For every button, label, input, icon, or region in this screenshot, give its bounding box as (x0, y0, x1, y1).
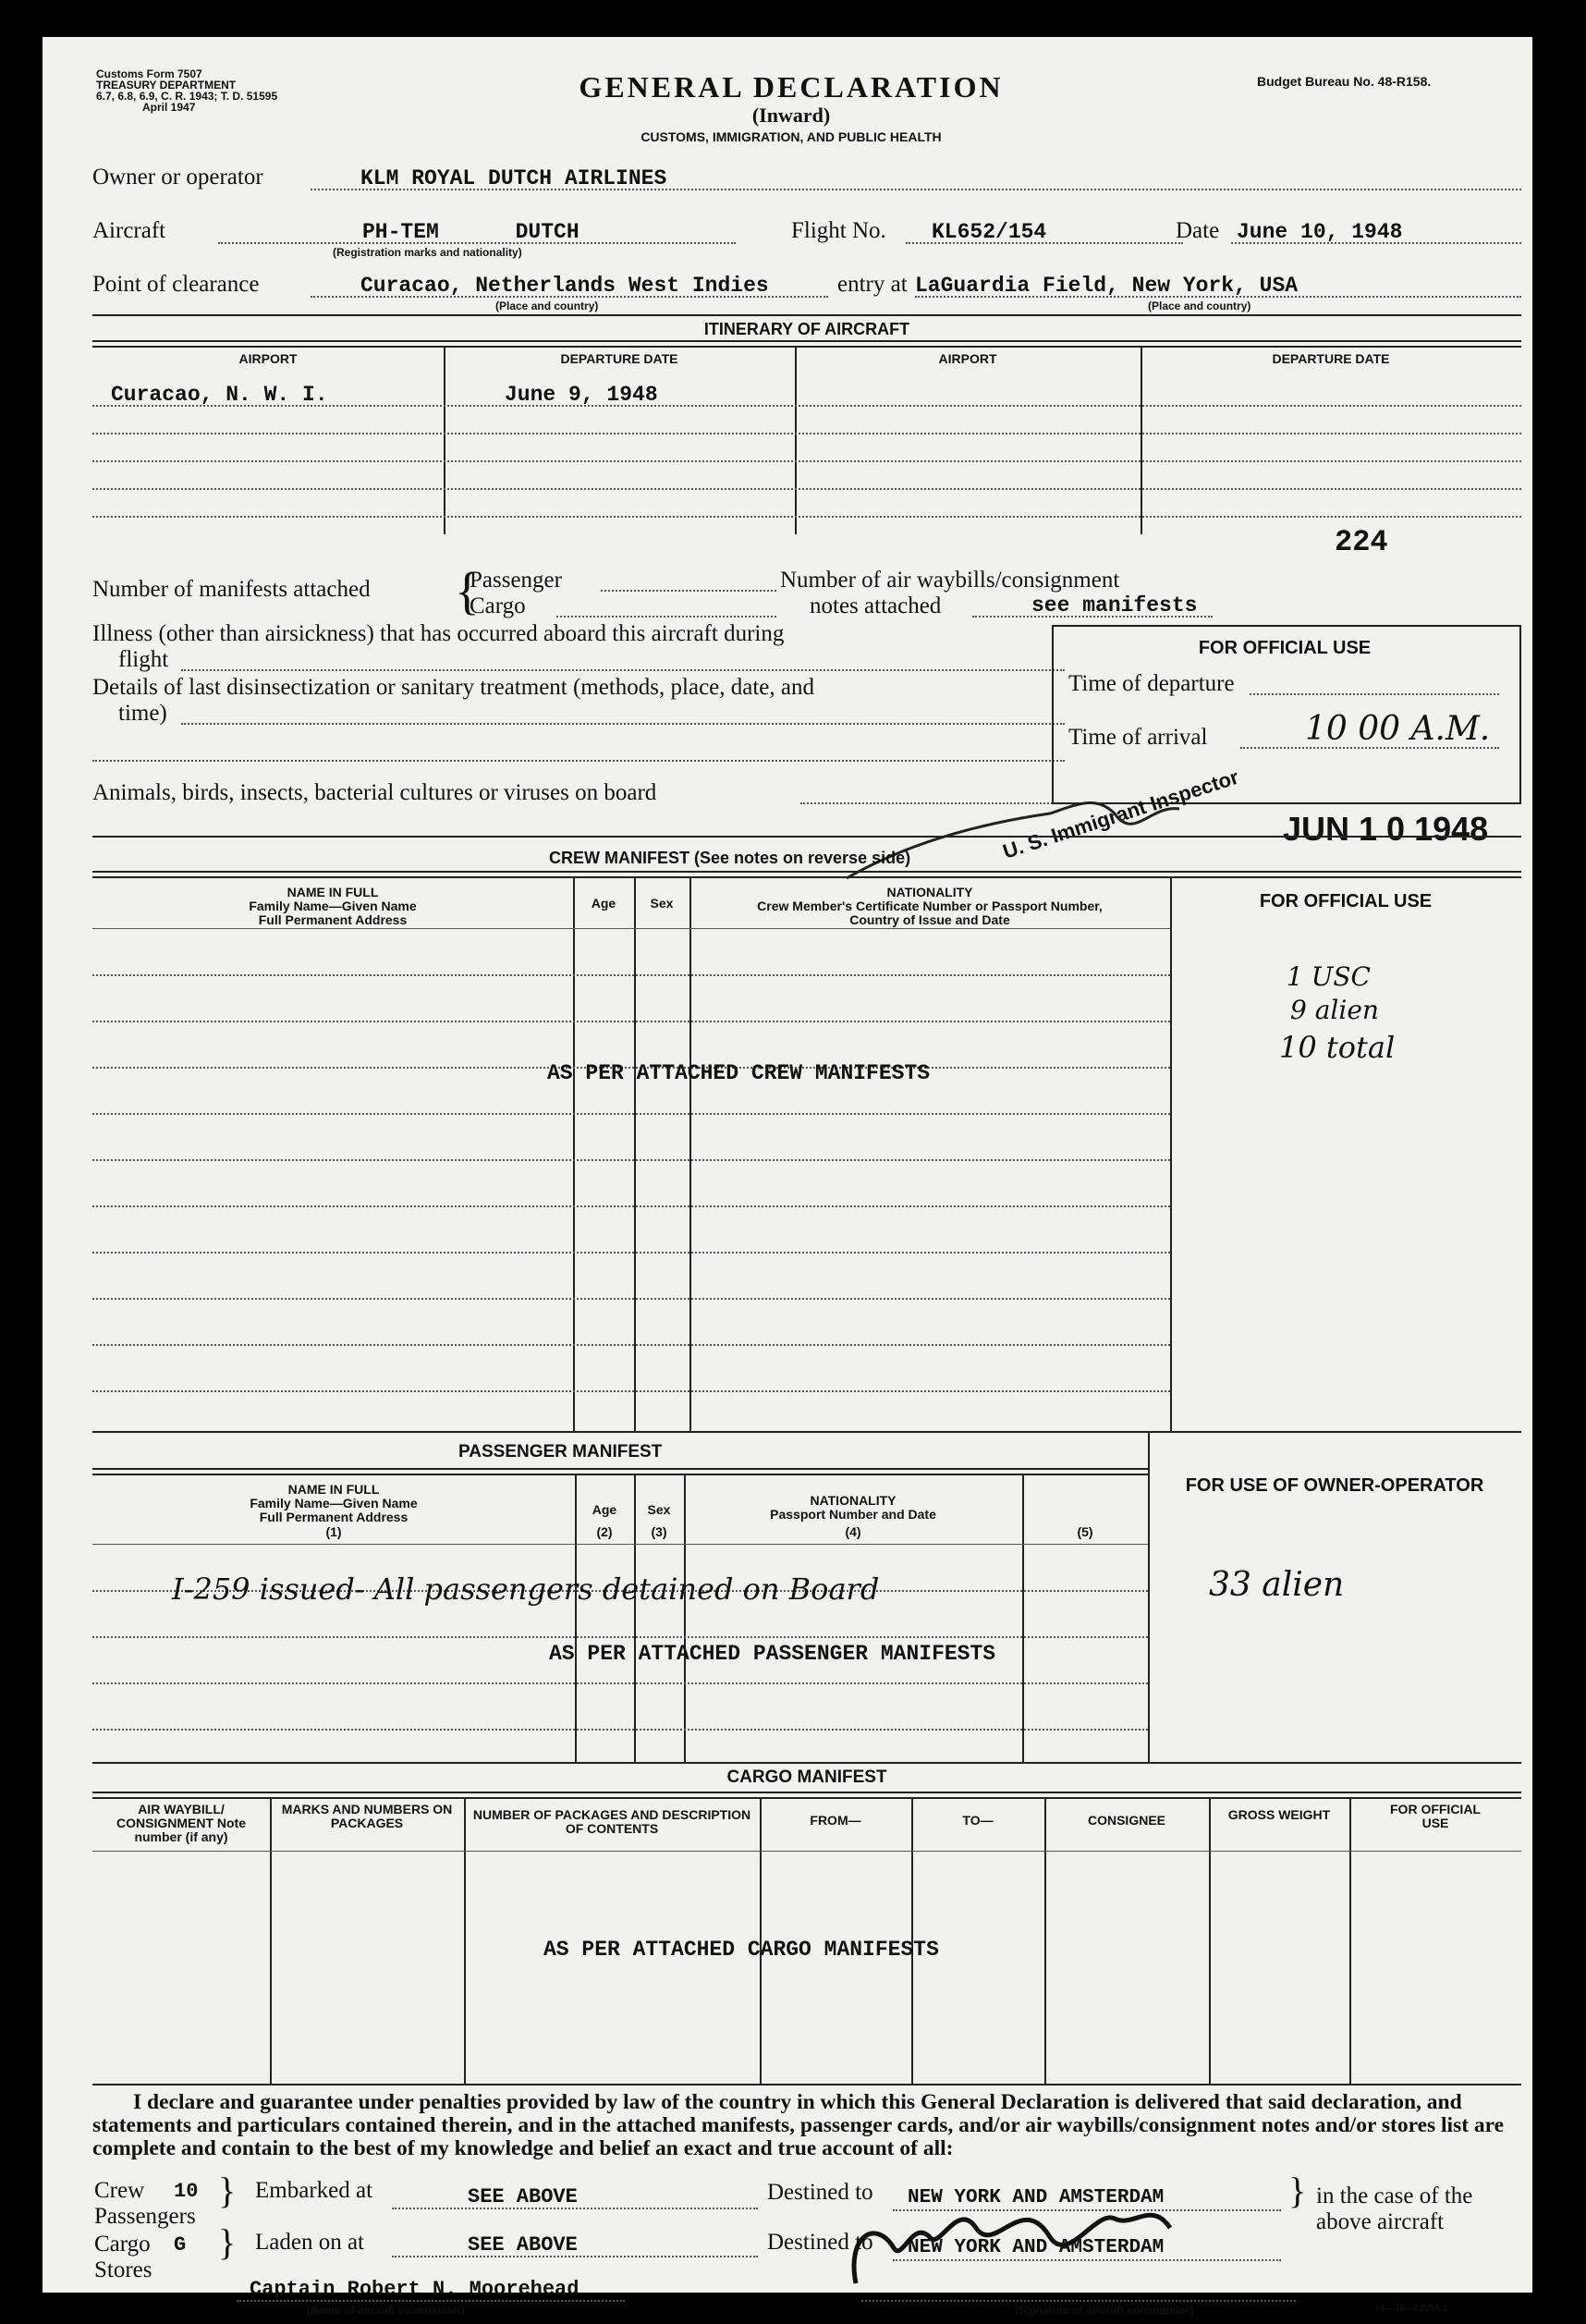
entry-label: entry at (837, 272, 908, 297)
budget-bureau-number: Budget Bureau No. 48-R158. (1257, 74, 1432, 89)
point-of-clearance-label: Point of clearance (92, 272, 260, 297)
form-line: TREASURY DEPARTMENT (96, 79, 237, 92)
manifests-number-label: Number of manifests attached (92, 577, 371, 602)
crew-typed-note: AS PER ATTACHED CREW MANIFESTS (547, 1061, 931, 1085)
aircraft-caption: (Registration marks and nationality) (333, 246, 522, 259)
crew-col-age: Age (591, 896, 616, 911)
flight-number-label: Flight No. (791, 218, 886, 243)
declaration-brace: } (218, 2221, 237, 2263)
cargo-col-marks: MARKS AND NUMBERS ON PACKAGES (281, 1802, 453, 1830)
entry-value: LaGuardia Field, New York, USA (915, 274, 1299, 298)
destination-brace: } (1288, 2170, 1307, 2211)
itinerary-title: ITINERARY OF AIRCRAFT (703, 320, 910, 338)
clearance-caption: (Place and country) (495, 300, 599, 312)
brace: { (455, 563, 480, 620)
illness-label-1: Illness (other than airsickness) that has occurred aboard this aircraft during (92, 621, 785, 646)
passenger-col-name: NAME IN FULL Family Name—Given Name Full Permanent Address (250, 1482, 418, 1524)
departure-time-label: Time of departure (1068, 671, 1235, 696)
destined-value: NEW YORK AND AMSTERDAM (908, 2187, 1165, 2208)
declaration-cargo-label: Cargo (94, 2232, 151, 2257)
crew-manifest-title: CREW MANIFEST (See notes on reverse side) (549, 849, 911, 867)
passenger-col-name-num: (1) (325, 1524, 342, 1539)
declaration-stores-label: Stores (94, 2257, 152, 2282)
declaration-cargo-value: G (174, 2233, 187, 2257)
passenger-typed-note: AS PER ATTACHED PASSENGER MANIFESTS (549, 1642, 996, 1666)
cargo-manifest-title: CARGO MANIFEST (726, 1767, 887, 1787)
declaration-brace: } (218, 2170, 237, 2211)
cargo-typed-note: AS PER ATTACHED CARGO MANIFESTS (543, 1938, 939, 1962)
crew-hand-note: 10 total (1279, 1030, 1396, 1065)
aircraft-label: Aircraft (92, 218, 166, 243)
crew-hand-note: 9 alien (1290, 995, 1379, 1025)
stamp-number: 224 (1335, 525, 1388, 559)
form-line: 6.7, 6.8, 6.9, C. R. 1943; T. D. 51595 (96, 90, 278, 103)
passenger-col-age-num: (2) (596, 1524, 613, 1539)
inspector-stamp-date: JUN 1 0 1948 (1283, 810, 1489, 848)
itinerary-header-airport-2: AIRPORT (938, 351, 997, 366)
laden-label: Laden on at (255, 2230, 365, 2255)
manifest-cargo-label: Cargo (470, 593, 526, 618)
form-subtitle: (Inward) (751, 104, 831, 127)
declaration-text: I declare and guarantee under penalties provided by law of the country in which this General Declaration is delivered that said declaration, and statements and particulars contained therein, and in the attached manifests, passenger cards, and/or air waybills/consignment notes and/or stores list are complete and contain to the best of my knowledge and belief an exact and true account of all: (92, 2090, 1505, 2160)
owner-value: KLM ROYAL DUTCH AIRLINES (360, 166, 667, 190)
point-of-clearance-value: Curacao, Netherlands West Indies (360, 274, 769, 298)
form-line: Customs Form 7507 (96, 67, 202, 80)
arrival-time-value: 10 00 A.M. (1305, 710, 1491, 748)
aircraft-value: PH-TEM DUTCH (362, 220, 580, 244)
case-text-1: in the case of the (1316, 2183, 1473, 2208)
crew-col-official: FOR OFFICIAL USE (1259, 891, 1433, 911)
declaration-crew-value: 10 (174, 2180, 199, 2203)
cargo-col-packages: NUMBER OF PACKAGES AND DESCRIPTION OF CONTENTS (472, 1807, 751, 1836)
cargo-col-consignee: CONSIGNEE (1087, 1813, 1165, 1828)
itinerary-header-date-2: DEPARTURE DATE (1272, 351, 1390, 366)
inspector-signature (837, 786, 1226, 897)
disinsect-label-2: time) (118, 701, 167, 726)
illness-label-2: flight (118, 647, 169, 672)
passenger-col-5: (5) (1077, 1524, 1093, 1539)
itinerary-header-airport-1: AIRPORT (238, 351, 298, 366)
declaration-crew-label: Crew (94, 2178, 145, 2203)
passenger-col-sex: Sex (647, 1502, 671, 1517)
signature-caption: (Signature of aircraft commander) (1015, 2304, 1194, 2317)
destined-label: Destined to (767, 2230, 873, 2255)
date-label: Date (1176, 218, 1220, 243)
print-code: c6—16—52255-1 (1375, 2304, 1448, 2314)
embarked-label: Embarked at (255, 2178, 373, 2203)
official-use-title: FOR OFFICIAL USE (1198, 638, 1372, 658)
form-title: GENERAL DECLARATION (579, 70, 1004, 104)
destined-value: NEW YORK AND AMSTERDAM (908, 2237, 1165, 2258)
cargo-col-from: FROM— (810, 1813, 861, 1828)
waybills-label-1: Number of air waybills/consignment (780, 568, 1120, 593)
cargo-col-official: FOR OFFICIAL USE (1390, 1802, 1481, 1830)
cargo-col-weight: GROSS WEIGHT (1227, 1807, 1331, 1822)
passenger-hand-count: 33 alien (1209, 1566, 1345, 1604)
crew-col-sex: Sex (650, 896, 674, 911)
passenger-hand-note: I-259 issued- All passengers detained on Board (172, 1572, 880, 1607)
entry-caption: (Place and country) (1148, 300, 1251, 312)
itinerary-airport-value: Curacao, N. W. I. (111, 383, 328, 407)
cargo-col-waybill: AIR WAYBILL/ CONSIGNMENT Note number (if any) (116, 1802, 246, 1844)
embarked-value: SEE ABOVE (468, 2185, 578, 2208)
cargo-col-to: TO— (962, 1813, 994, 1828)
commander-name: Captain Robert N. Moorehead (250, 2278, 580, 2301)
crew-hand-note: 1 USC (1287, 961, 1371, 992)
commander-signature (837, 2163, 1226, 2302)
passenger-col-owner: FOR USE OF OWNER-OPERATOR (1185, 1475, 1484, 1496)
form-number-block (96, 68, 277, 113)
inspector-stamp-text: U. S. Immigrant Inspector (1000, 764, 1242, 863)
crew-col-name: NAME IN FULL Family Name—Given Name Full Permanent Address (249, 885, 417, 927)
passenger-col-nationality: NATIONALITY Passport Number and Date (770, 1493, 936, 1522)
date-value: June 10, 1948 (1237, 220, 1403, 244)
commander-caption: (Name of aircraft commander) (307, 2304, 465, 2317)
declaration-passengers-label: Passengers (94, 2204, 196, 2229)
passenger-col-age: Age (592, 1502, 617, 1517)
passenger-col-nationality-num: (4) (845, 1524, 861, 1539)
crew-col-nationality: NATIONALITY Crew Member's Certificate Number or Passport Number, Country of Issue and Date (757, 885, 1103, 927)
itinerary-header-date-1: DEPARTURE DATE (560, 351, 678, 366)
owner-label: Owner or operator (92, 165, 263, 190)
case-text-2: above aircraft (1316, 2209, 1445, 2234)
form-page (43, 37, 1532, 2317)
form-line: April 1947 (142, 101, 196, 114)
flight-number-value: KL652/154 (932, 220, 1047, 244)
waybills-label-2: notes attached (810, 593, 942, 618)
disinsect-label-1: Details of last disinsectization or sanitary treatment (methods, place, date, and (92, 675, 814, 700)
itinerary-departure-value: June 9, 1948 (505, 383, 658, 407)
destined-label: Destined to (767, 2180, 873, 2205)
laden-value: SEE ABOVE (468, 2233, 578, 2257)
form-subtitle-2: CUSTOMS, IMMIGRATION, AND PUBLIC HEALTH (640, 129, 942, 144)
manifest-passenger-label: Passenger (470, 568, 562, 593)
animals-label: Animals, birds, insects, bacterial cultures or viruses on board (92, 780, 657, 805)
waybills-value: see manifests (1031, 593, 1198, 618)
arrival-time-label: Time of arrival (1068, 725, 1208, 750)
passenger-manifest-title: PASSENGER MANIFEST (458, 1442, 663, 1462)
passenger-col-sex-num: (3) (651, 1524, 667, 1539)
